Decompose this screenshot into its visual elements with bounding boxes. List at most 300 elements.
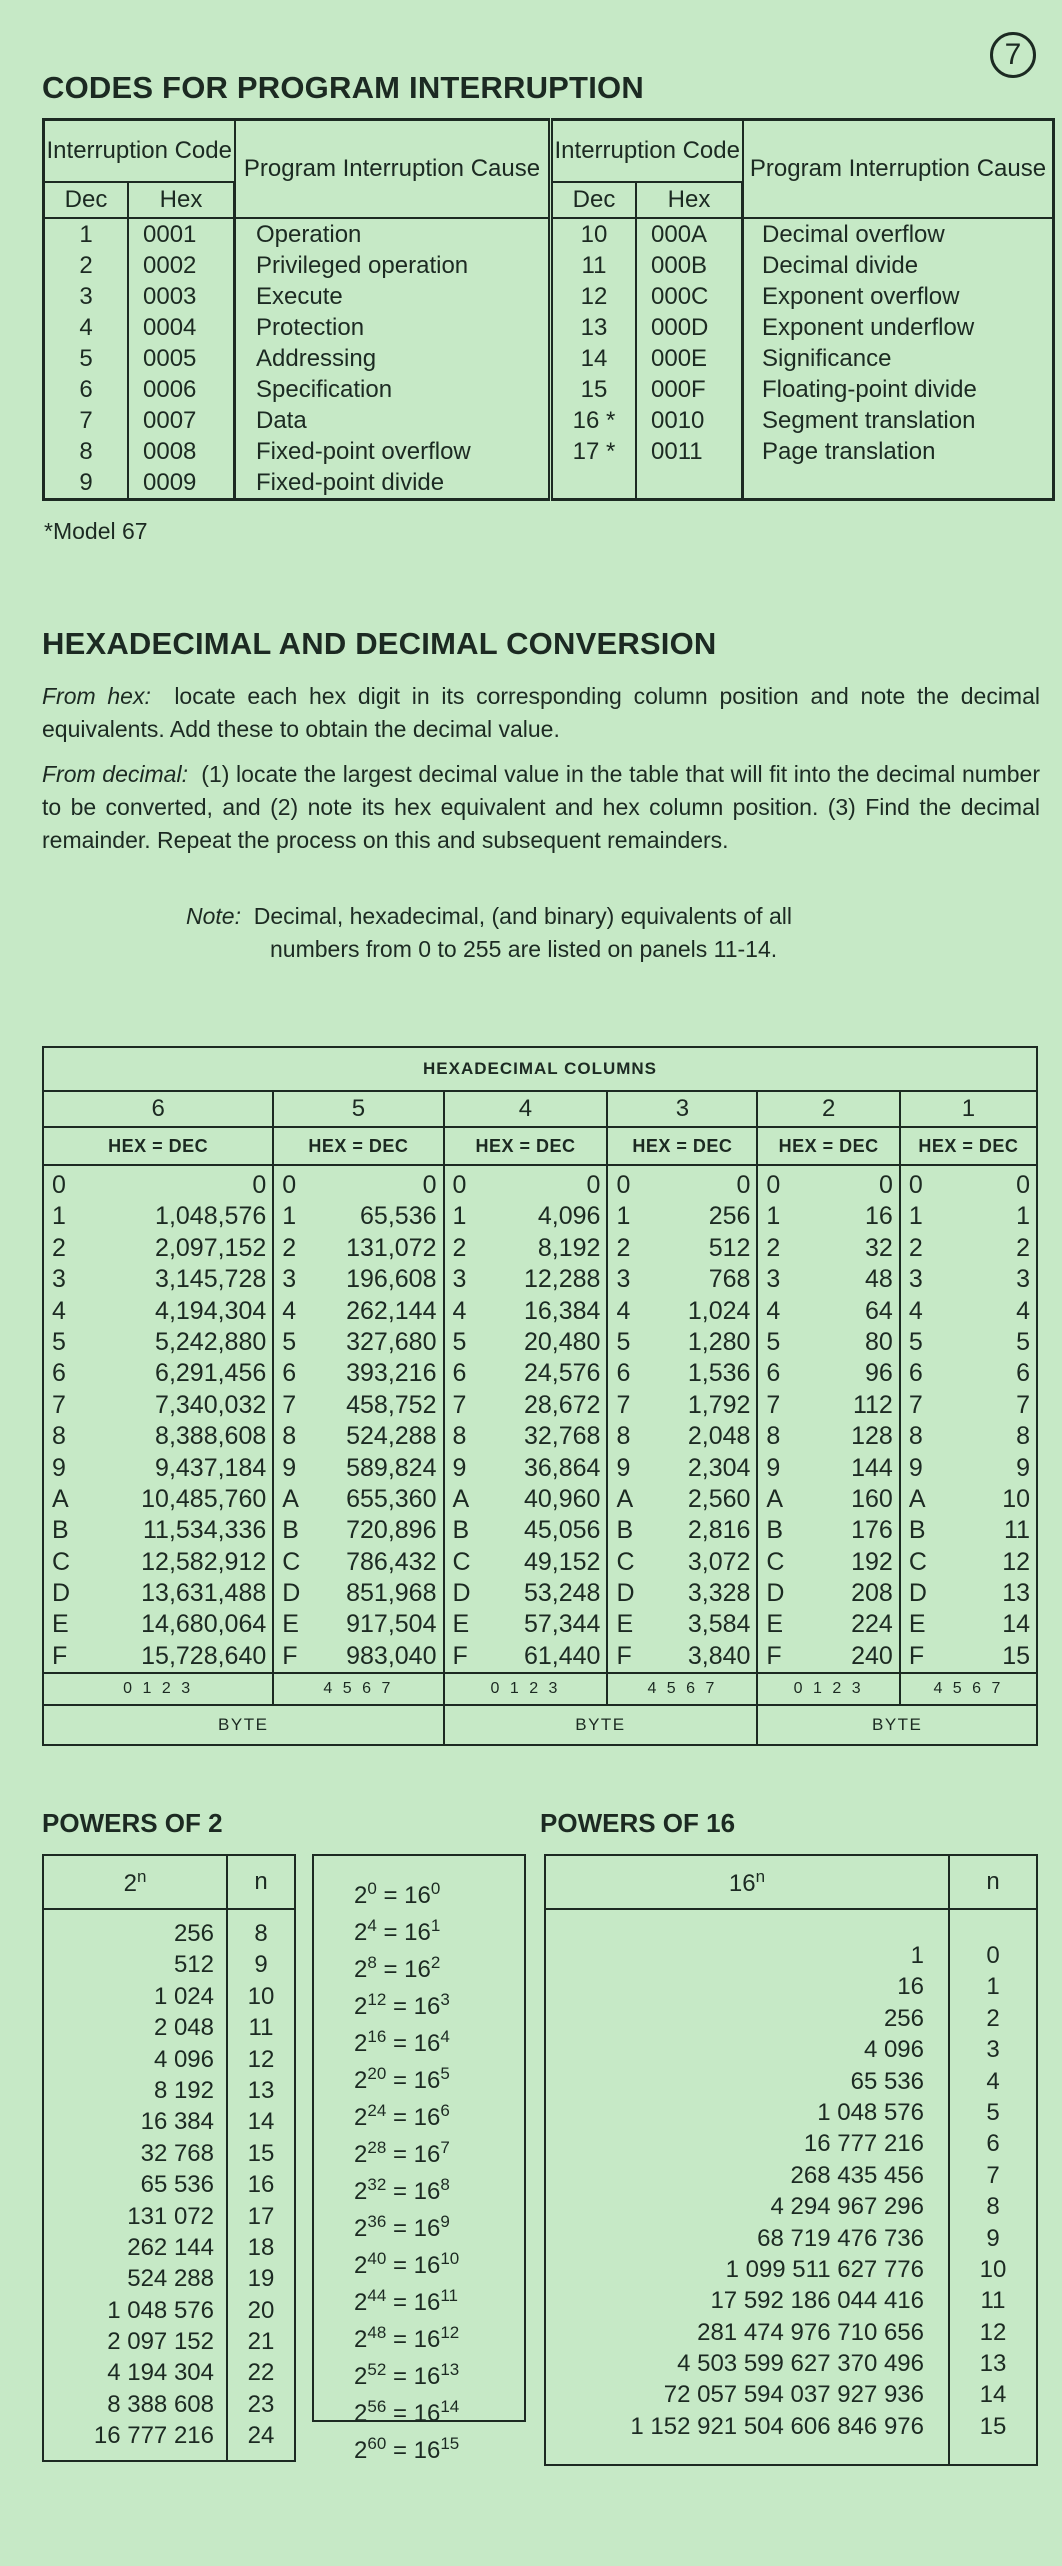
power-of-2-exponent: 12 bbox=[247, 2045, 275, 2073]
power-of-16-value: 16 bbox=[897, 1973, 924, 2001]
hex-dec-pair bbox=[758, 1484, 898, 1515]
code-hex: 000C bbox=[636, 281, 743, 312]
power-of-16-exponent: 4 bbox=[986, 2067, 1000, 2095]
hex-dec-pair bbox=[445, 1390, 607, 1421]
hex-digit: 3 bbox=[282, 1265, 297, 1294]
hex-dec-pair bbox=[445, 1233, 607, 1264]
decimal-value: 65,536 bbox=[360, 1202, 437, 1231]
head-exponent: n bbox=[136, 1866, 147, 1886]
hex-dec-pair bbox=[608, 1296, 756, 1327]
exp-of-16: 13 bbox=[440, 2360, 460, 2379]
hex-dec-pair bbox=[445, 1515, 607, 1546]
from-hex-paragraph bbox=[42, 680, 1040, 746]
code-dec: 5 bbox=[44, 343, 129, 374]
power-of-16-exponent: 11 bbox=[980, 2287, 1006, 2315]
power-of-16-exponent: 2 bbox=[986, 2004, 1000, 2032]
head-base: 2 bbox=[123, 1869, 137, 1897]
decimal-value: 196,608 bbox=[346, 1265, 437, 1294]
hex-column-number: 1 bbox=[900, 1091, 1037, 1127]
codes-title: CODES FOR PROGRAM INTERRUPTION bbox=[42, 70, 644, 105]
code-dec bbox=[551, 467, 637, 500]
power-of-2-exponent: 19 bbox=[247, 2265, 275, 2293]
exp-of-16: 11 bbox=[440, 2286, 458, 2305]
hex-digit: 3 bbox=[452, 1265, 467, 1294]
code-dec: 12 bbox=[551, 281, 637, 312]
hex-dec-pair bbox=[44, 1578, 272, 1609]
hex-dec-pair bbox=[901, 1170, 1036, 1201]
power-of-16-value: 1 152 921 504 606 846 976 bbox=[630, 2412, 924, 2440]
hex-dec-pair bbox=[445, 1264, 607, 1295]
hex-digit: 0 bbox=[616, 1171, 631, 1199]
hex-digit: E bbox=[52, 1610, 69, 1639]
decimal-value: 36,864 bbox=[523, 1453, 601, 1482]
decimal-value: 3,328 bbox=[687, 1579, 751, 1608]
exp-of-16: 7 bbox=[440, 2138, 450, 2157]
decimal-value: 3,840 bbox=[687, 1641, 751, 1670]
power-of-2-value: 4 096 bbox=[153, 2045, 214, 2073]
hex-digit: 7 bbox=[282, 1390, 297, 1419]
power-of-2-value: 8 388 608 bbox=[107, 2390, 214, 2418]
hex-column-number: 4 bbox=[444, 1091, 608, 1127]
hex-digit: B bbox=[52, 1516, 69, 1545]
power-equivalence: $2^0 = 16^0$ bbox=[354, 1879, 441, 1909]
powers-of-16-n-head: n bbox=[949, 1855, 1037, 1909]
code-row bbox=[44, 343, 1054, 374]
hex-digit: 4 bbox=[52, 1296, 66, 1325]
decimal-value: 393,216 bbox=[346, 1359, 437, 1388]
from-dec-paragraph bbox=[42, 758, 1040, 857]
decimal-value: 24,576 bbox=[523, 1359, 601, 1388]
code-dec: 4 bbox=[44, 312, 129, 343]
decimal-value: 15,728,640 bbox=[141, 1641, 267, 1670]
power-of-2-exponent: 10 bbox=[247, 1982, 275, 2010]
code-dec: 2 bbox=[44, 250, 129, 281]
hex-dec-pair bbox=[44, 1390, 272, 1421]
power-of-16-exponent: 8 bbox=[986, 2193, 1000, 2221]
hex-dec-pair bbox=[274, 1170, 442, 1201]
code-hex: 0004 bbox=[128, 312, 235, 343]
header-hex-2: Hex bbox=[636, 182, 743, 218]
decimal-value: 40,960 bbox=[523, 1484, 601, 1513]
hex-dec-pair bbox=[608, 1641, 756, 1672]
hex-digit: 3 bbox=[52, 1265, 66, 1294]
exp-of-2: 24 bbox=[367, 2101, 387, 2120]
hex-digit: 1 bbox=[766, 1202, 781, 1231]
hex-column-values bbox=[43, 1165, 273, 1673]
power-of-16-value: 72 057 594 037 927 936 bbox=[663, 2381, 924, 2409]
hex-digit: 5 bbox=[616, 1327, 631, 1356]
hex-dec-pair bbox=[901, 1233, 1036, 1264]
power-of-2-exponent: 23 bbox=[247, 2390, 275, 2418]
exp-of-2: 48 bbox=[367, 2323, 387, 2342]
header-interruption-code: Interruption Code bbox=[44, 120, 235, 183]
decimal-value: 64 bbox=[865, 1296, 893, 1325]
code-dec: 15 bbox=[551, 374, 637, 405]
decimal-value: 2,304 bbox=[687, 1453, 751, 1482]
decimal-value: 16,384 bbox=[523, 1296, 601, 1325]
hex-digit: 7 bbox=[616, 1390, 631, 1419]
power-equivalence: $2^{20} = 16^5$ bbox=[354, 2064, 450, 2094]
hex-dec-pair bbox=[901, 1609, 1036, 1640]
hex-digit: C bbox=[766, 1547, 785, 1576]
powers-of-2-head bbox=[43, 1855, 227, 1909]
hex-digit: 2 bbox=[766, 1233, 781, 1262]
hex-dec-pair bbox=[274, 1233, 442, 1264]
code-row bbox=[44, 281, 1054, 312]
exp-of-16: 1 bbox=[430, 1916, 441, 1935]
decimal-value: 112 bbox=[852, 1390, 893, 1419]
code-dec: 9 bbox=[44, 467, 129, 500]
hex-digit: B bbox=[908, 1516, 926, 1545]
power-equivalence: $2^{48} = 16^{12}$ bbox=[354, 2323, 460, 2353]
hex-digit: 9 bbox=[766, 1453, 781, 1482]
hex-column-header: HEX = DEC bbox=[607, 1127, 757, 1165]
hex-dec-pair bbox=[901, 1453, 1036, 1484]
decimal-value: 2,097,152 bbox=[155, 1233, 267, 1262]
header-hex: Hex bbox=[128, 182, 235, 218]
hex-dec-pair bbox=[274, 1358, 442, 1389]
note-label: Note: bbox=[186, 903, 241, 929]
hex-dec-pair bbox=[758, 1453, 898, 1484]
hex-dec-pair bbox=[445, 1421, 607, 1452]
hex-column-number: 3 bbox=[607, 1091, 757, 1127]
decimal-value: 589,824 bbox=[346, 1453, 437, 1482]
hex-dec-pair bbox=[608, 1233, 756, 1264]
decimal-value: 327,680 bbox=[346, 1327, 437, 1356]
hex-dec-pair bbox=[901, 1390, 1036, 1421]
decimal-value: 11,534,336 bbox=[142, 1516, 267, 1545]
code-dec: 16 * bbox=[551, 405, 637, 436]
hex-dec-pair bbox=[608, 1358, 756, 1389]
decimal-value: 16 bbox=[865, 1202, 893, 1231]
hex-dec-pair bbox=[44, 1609, 272, 1640]
hex-digit: 0 bbox=[452, 1171, 467, 1199]
hex-digit: 9 bbox=[616, 1453, 631, 1482]
exp-of-16: 9 bbox=[440, 2212, 450, 2231]
decimal-value: 1,024 bbox=[687, 1296, 751, 1325]
code-cause: Operation bbox=[235, 218, 551, 250]
power-equivalence: $2^{28} = 16^7$ bbox=[354, 2138, 450, 2168]
power-of-16-exponent: 5 bbox=[986, 2098, 1000, 2126]
hex-dec-pair bbox=[274, 1641, 442, 1672]
power-equivalence: $2^8 = 16^2$ bbox=[354, 1953, 441, 1983]
hex-digit: D bbox=[282, 1579, 301, 1608]
note-line-2: numbers from 0 to 255 are listed on panels 11-14. bbox=[270, 936, 778, 962]
hex-digit: E bbox=[616, 1610, 634, 1639]
hex-digit: 5 bbox=[52, 1327, 66, 1356]
hex-digit: 9 bbox=[282, 1453, 297, 1482]
code-hex: 0008 bbox=[128, 436, 235, 467]
hex-digit: 5 bbox=[452, 1327, 467, 1356]
header-interruption-code-2: Interruption Code bbox=[551, 120, 743, 183]
code-cause: Exponent overflow bbox=[762, 283, 960, 310]
decimal-value: 8 bbox=[1016, 1422, 1030, 1451]
hex-digit: B bbox=[282, 1516, 299, 1545]
hex-digit: 2 bbox=[452, 1233, 467, 1262]
exp-of-2: 28 bbox=[367, 2138, 387, 2157]
decimal-value: 3,145,728 bbox=[155, 1265, 267, 1294]
power-of-2-value: 524 288 bbox=[127, 2265, 214, 2293]
decimal-value: 720,896 bbox=[346, 1516, 437, 1545]
power-equivalence: $2^{16} = 16^4$ bbox=[354, 2027, 450, 2057]
hex-column-values bbox=[273, 1165, 443, 1673]
hex-dec-pair bbox=[44, 1327, 272, 1358]
power-of-16-value: 65 536 bbox=[850, 2067, 924, 2095]
hex-digit: 4 bbox=[282, 1296, 297, 1325]
decimal-value: 12 bbox=[1002, 1547, 1030, 1576]
code-row bbox=[44, 374, 1054, 405]
hex-digit: 7 bbox=[452, 1390, 467, 1419]
decimal-value: 14 bbox=[1002, 1610, 1030, 1639]
hex-digit: E bbox=[452, 1610, 470, 1639]
hex-digit: 6 bbox=[282, 1359, 297, 1388]
decimal-value: 983,040 bbox=[346, 1641, 437, 1670]
hex-digit: 6 bbox=[616, 1359, 631, 1388]
hex-digit: 0 bbox=[282, 1171, 297, 1199]
powers-of-2-title: POWERS OF 2 bbox=[42, 1808, 223, 1838]
from-hex-label: From hex: bbox=[42, 683, 151, 709]
decimal-value: 1,280 bbox=[687, 1327, 751, 1356]
code-row bbox=[44, 312, 1054, 343]
power-of-16-exponent: 6 bbox=[986, 2130, 1000, 2158]
power-of-16-exponent: 13 bbox=[979, 2350, 1007, 2378]
hex-digit: B bbox=[452, 1516, 470, 1545]
exp-of-16: 5 bbox=[440, 2064, 450, 2083]
hex-digit: 1 bbox=[52, 1202, 66, 1231]
from-dec-label: From decimal: bbox=[42, 761, 188, 787]
power-of-2-exponent: 16 bbox=[247, 2171, 275, 2199]
hex-digit: 7 bbox=[908, 1390, 923, 1419]
hex-dec-pair bbox=[44, 1233, 272, 1264]
exp-of-2: 60 bbox=[367, 2434, 387, 2453]
hex-dec-pair bbox=[445, 1484, 607, 1515]
decimal-value: 131,072 bbox=[346, 1233, 437, 1262]
hex-dec-pair bbox=[274, 1547, 442, 1578]
hex-dec-pair bbox=[758, 1515, 898, 1546]
hex-dec-pair bbox=[445, 1547, 607, 1578]
hex-digit: E bbox=[766, 1610, 784, 1639]
hex-digit: D bbox=[452, 1579, 471, 1608]
code-cause bbox=[743, 467, 1054, 500]
decimal-value: 2,816 bbox=[687, 1516, 751, 1545]
hex-digit: A bbox=[908, 1484, 926, 1513]
decimal-value: 0 bbox=[422, 1171, 437, 1199]
exp-of-2: 16 bbox=[367, 2027, 387, 2046]
head-base-16: 16 bbox=[728, 1869, 756, 1897]
hex-dec-pair bbox=[608, 1264, 756, 1295]
power-of-2-exponent: 24 bbox=[247, 2422, 275, 2450]
decimal-value: 2,560 bbox=[687, 1484, 751, 1513]
code-hex: 0007 bbox=[128, 405, 235, 436]
power-of-16-exponent: 3 bbox=[986, 2036, 1000, 2064]
hex-column-number: 6 bbox=[43, 1091, 273, 1127]
decimal-value: 48 bbox=[865, 1265, 893, 1294]
code-dec: 1 bbox=[44, 218, 129, 250]
hex-dec-pair bbox=[274, 1515, 442, 1546]
decimal-value: 176 bbox=[851, 1516, 893, 1545]
power-of-2-exponent: 20 bbox=[247, 2296, 275, 2324]
power-of-16-value: 256 bbox=[883, 2004, 924, 2032]
code-cause: Significance bbox=[762, 345, 892, 372]
hex-dec-pair bbox=[901, 1201, 1036, 1232]
hex-dec-pair bbox=[608, 1201, 756, 1232]
decimal-value: 14,680,064 bbox=[141, 1610, 267, 1639]
hex-dec-pair bbox=[44, 1358, 272, 1389]
hex-digit: 4 bbox=[616, 1296, 631, 1325]
hex-dec-pair bbox=[274, 1327, 442, 1358]
decimal-value: 0 bbox=[1016, 1171, 1030, 1199]
powers-of-2-n-head: n bbox=[227, 1855, 295, 1909]
power-of-16-value: 4 096 bbox=[863, 2036, 924, 2064]
decimal-value: 96 bbox=[865, 1359, 893, 1388]
power-equivalence: $2^{60} = 16^{15}$ bbox=[354, 2434, 460, 2464]
hex-digit: F bbox=[52, 1641, 68, 1670]
hex-digit: 9 bbox=[52, 1453, 66, 1482]
hex-dec-pair bbox=[901, 1264, 1036, 1295]
hex-dec-pair bbox=[758, 1547, 898, 1578]
hex-dec-pair bbox=[445, 1296, 607, 1327]
hex-digit: 6 bbox=[766, 1359, 781, 1388]
hex-digit: E bbox=[908, 1610, 926, 1639]
decimal-value: 208 bbox=[851, 1579, 893, 1608]
code-dec: 13 bbox=[551, 312, 637, 343]
hex-dec-pair bbox=[758, 1233, 898, 1264]
power-of-2-exponent: 21 bbox=[247, 2328, 275, 2356]
hex-digit: 4 bbox=[766, 1296, 781, 1325]
hex-digit: C bbox=[52, 1547, 71, 1576]
decimal-value: 8,192 bbox=[537, 1233, 601, 1262]
decimal-value: 7 bbox=[1016, 1390, 1030, 1419]
hex-dec-pair bbox=[758, 1264, 898, 1295]
hex-digit: 1 bbox=[452, 1202, 467, 1231]
power-of-16-exponent: 9 bbox=[986, 2224, 1000, 2252]
code-hex: 000E bbox=[636, 343, 743, 374]
byte-label-2: BYTE bbox=[444, 1705, 758, 1745]
hex-digit: B bbox=[616, 1516, 634, 1545]
exp-of-2: 8 bbox=[367, 1953, 377, 1972]
power-of-2-value: 1 024 bbox=[153, 1982, 214, 2010]
hex-digit: D bbox=[908, 1579, 927, 1608]
exp-of-2: 32 bbox=[367, 2175, 387, 2194]
hex-dec-pair bbox=[44, 1515, 272, 1546]
bit-positions: 0 1 2 3 bbox=[43, 1673, 273, 1705]
hex-digit: 3 bbox=[616, 1265, 631, 1294]
hex-digit: 4 bbox=[908, 1296, 923, 1325]
decimal-value: 12,288 bbox=[523, 1265, 601, 1294]
hex-digit: 2 bbox=[616, 1233, 631, 1262]
decimal-value: 240 bbox=[851, 1641, 893, 1670]
exp-of-2: 52 bbox=[367, 2360, 387, 2379]
bit-positions: 4 5 6 7 bbox=[273, 1673, 443, 1705]
decimal-value: 10,485,760 bbox=[141, 1484, 267, 1513]
power-of-2-value: 16 777 216 bbox=[93, 2422, 214, 2450]
hex-dec-pair bbox=[758, 1421, 898, 1452]
decimal-value: 2,048 bbox=[687, 1422, 751, 1451]
decimal-value: 80 bbox=[865, 1327, 893, 1356]
hex-dec-pair bbox=[445, 1170, 607, 1201]
exp-of-16: 12 bbox=[440, 2323, 460, 2342]
hex-digit: C bbox=[452, 1547, 471, 1576]
power-of-2-exponent: 9 bbox=[254, 1951, 268, 1979]
code-cause: Protection bbox=[235, 312, 551, 343]
hex-dec-pair bbox=[608, 1390, 756, 1421]
hex-digit: F bbox=[908, 1641, 925, 1670]
hex-column-values bbox=[757, 1165, 899, 1673]
decimal-value: 32 bbox=[865, 1233, 893, 1262]
interruption-codes-table bbox=[42, 118, 1055, 501]
exp-of-16: 0 bbox=[430, 1879, 441, 1898]
hex-digit: F bbox=[452, 1641, 468, 1670]
exp-of-16: 4 bbox=[440, 2027, 450, 2046]
decimal-value: 917,504 bbox=[346, 1610, 437, 1639]
power-of-16-value: 68 719 476 736 bbox=[757, 2224, 924, 2252]
exp-of-2: 4 bbox=[367, 1916, 377, 1935]
hex-dec-pair bbox=[274, 1484, 442, 1515]
power-of-2-exponent: 8 bbox=[254, 1920, 268, 1947]
hex-dec-pair bbox=[44, 1547, 272, 1578]
code-cause: Exponent underflow bbox=[762, 314, 975, 341]
hex-digit: D bbox=[616, 1579, 635, 1608]
hex-digit: A bbox=[452, 1484, 470, 1513]
decimal-value: 5 bbox=[1016, 1327, 1030, 1356]
byte-label-1: BYTE bbox=[43, 1705, 444, 1745]
decimal-value: 6 bbox=[1016, 1359, 1030, 1388]
hex-digit: 1 bbox=[282, 1202, 297, 1231]
power-of-2-value: 16 384 bbox=[140, 2108, 214, 2136]
hex-digit: D bbox=[52, 1579, 71, 1608]
code-hex: 000A bbox=[636, 218, 743, 250]
decimal-value: 3,584 bbox=[687, 1610, 751, 1639]
hex-digit: 9 bbox=[452, 1453, 467, 1482]
decimal-value: 5,242,880 bbox=[155, 1327, 267, 1356]
hex-dec-pair bbox=[44, 1641, 272, 1672]
hex-dec-pair bbox=[758, 1296, 898, 1327]
power-of-2-exponent: 17 bbox=[247, 2202, 275, 2230]
power-of-2-exponent: 14 bbox=[247, 2108, 275, 2136]
power-of-2-exponent: 13 bbox=[247, 2076, 275, 2104]
decimal-value: 13 bbox=[1002, 1579, 1030, 1608]
code-dec: 6 bbox=[44, 374, 129, 405]
hex-digit: 9 bbox=[908, 1453, 923, 1482]
code-cause: Segment translation bbox=[762, 407, 976, 434]
power-equivalence: $2^{44} = 16^{11}$ bbox=[354, 2286, 458, 2316]
hex-dec-pair bbox=[901, 1515, 1036, 1546]
decimal-value: 10 bbox=[1002, 1484, 1030, 1513]
decimal-value: 0 bbox=[252, 1171, 267, 1199]
power-of-16-value: 281 474 976 710 656 bbox=[697, 2318, 924, 2346]
header-dec-2: Dec bbox=[551, 182, 637, 218]
hex-dec-pair bbox=[758, 1201, 898, 1232]
note-line-1: Decimal, hexadecimal, (and binary) equivalents of all bbox=[253, 903, 792, 929]
hex-table-title: HEXADECIMAL COLUMNS bbox=[43, 1047, 1037, 1091]
code-hex: 0001 bbox=[128, 218, 235, 250]
power-equivalence: $2^{12} = 16^3$ bbox=[354, 1990, 450, 2020]
hex-dec-pair bbox=[758, 1327, 898, 1358]
power-of-2-value: 256 bbox=[173, 1920, 214, 1947]
hex-dec-pair bbox=[758, 1170, 898, 1201]
footnote: *Model 67 bbox=[44, 518, 148, 544]
code-dec: 17 * bbox=[551, 436, 637, 467]
hex-column-header: HEX = DEC bbox=[273, 1127, 443, 1165]
decimal-value: 49,152 bbox=[523, 1547, 601, 1576]
hex-digit: 8 bbox=[282, 1422, 297, 1451]
power-of-16-value: 17 592 186 044 416 bbox=[710, 2287, 924, 2315]
hex-dec-pair bbox=[901, 1421, 1036, 1452]
power-of-2-value: 65 536 bbox=[140, 2171, 214, 2199]
hex-dec-pair bbox=[445, 1327, 607, 1358]
decimal-value: 15 bbox=[1002, 1641, 1030, 1670]
decimal-value: 61,440 bbox=[523, 1641, 601, 1670]
